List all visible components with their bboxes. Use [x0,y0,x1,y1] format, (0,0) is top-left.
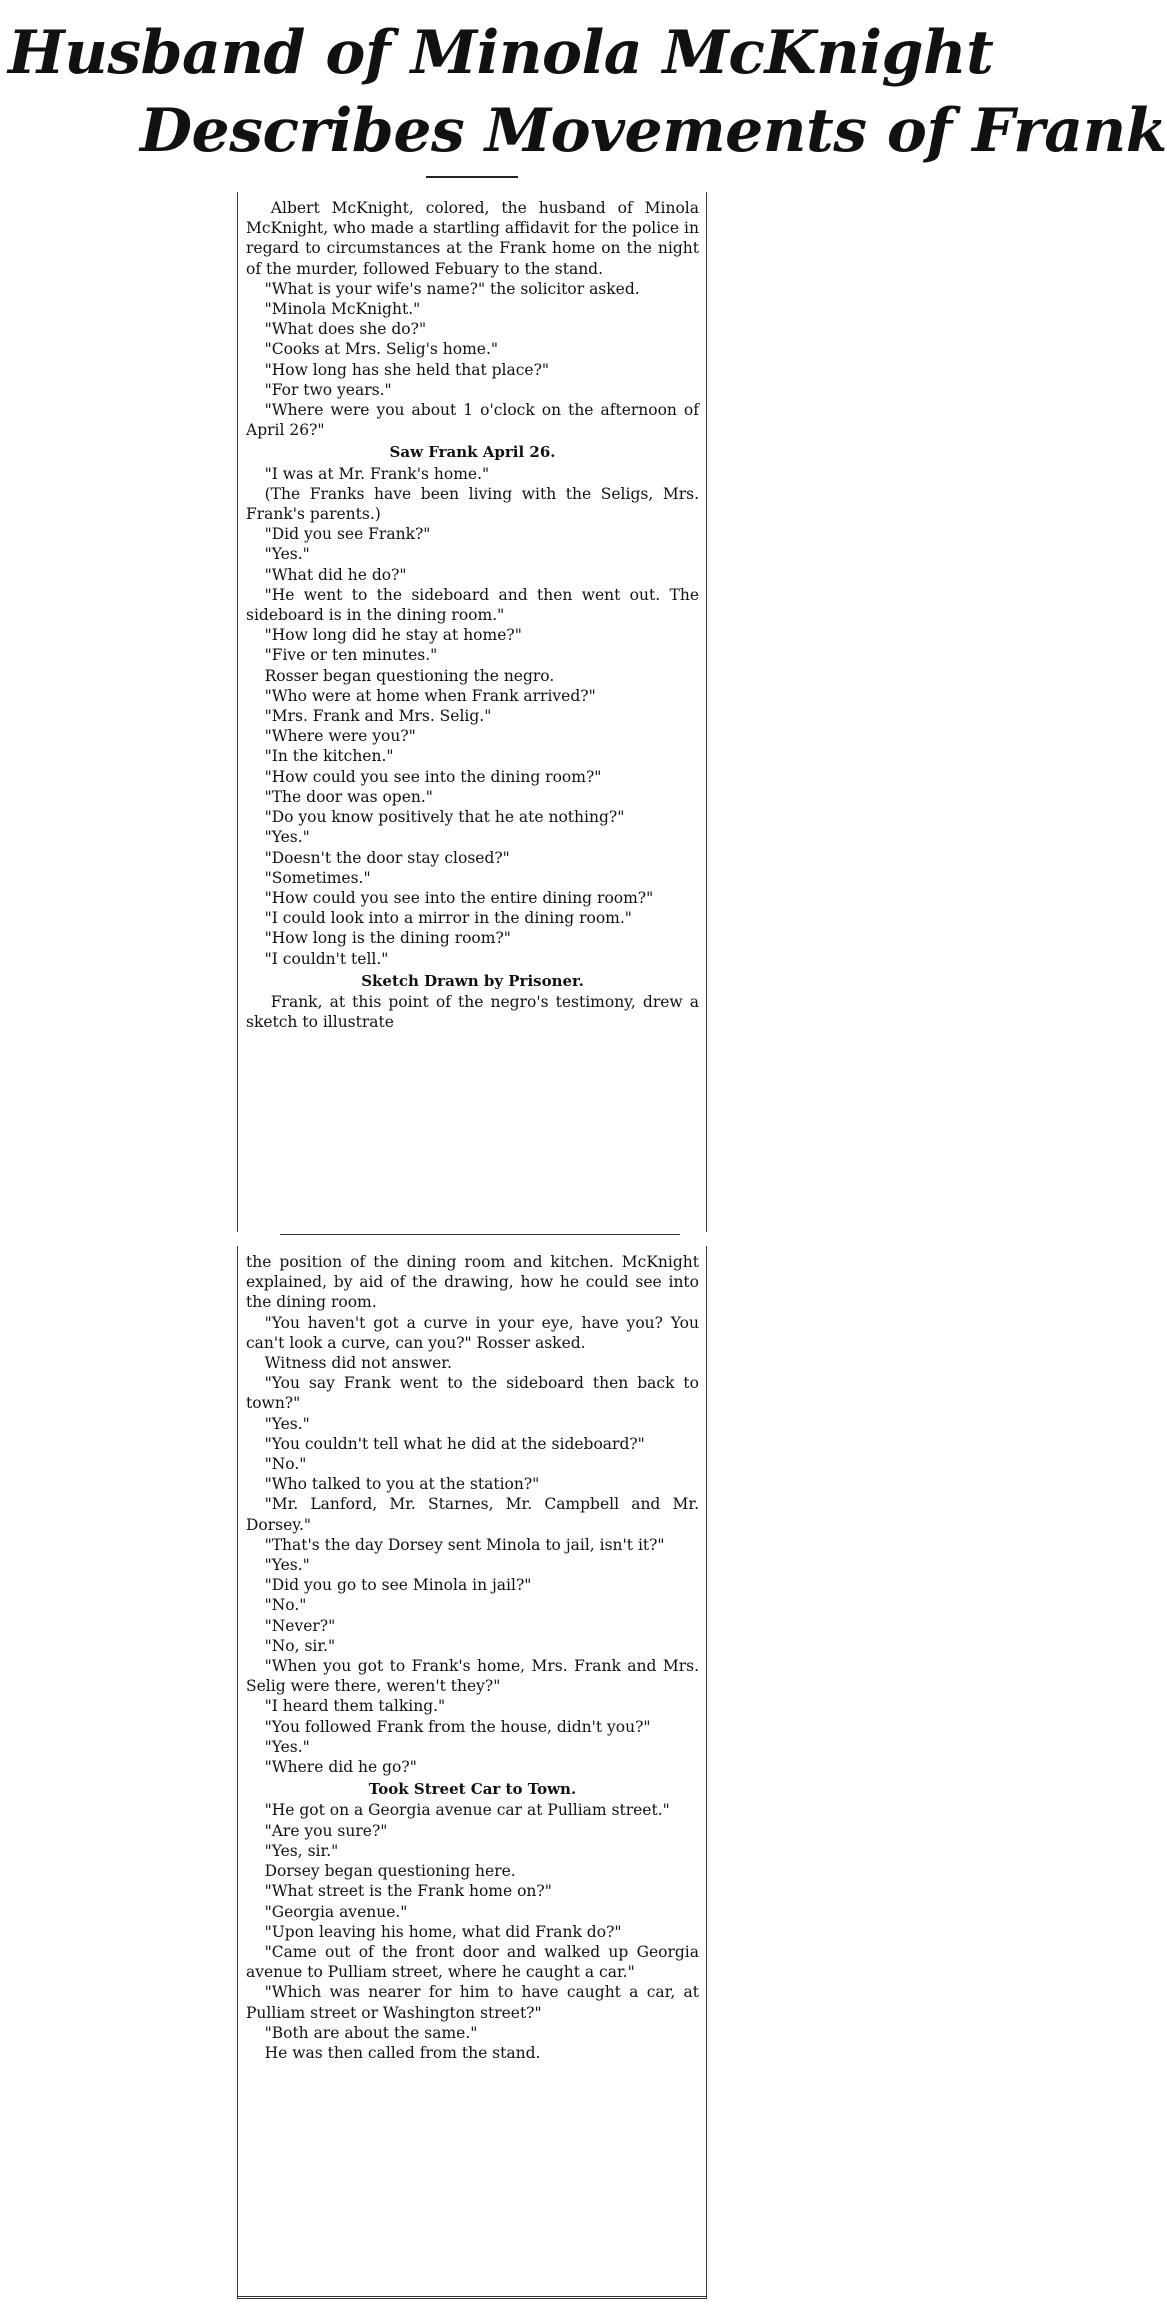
paragraph: the position of the dining room and kitchen. McKnight explained, by aid of the drawing, how he could see into the dining room. [246,1253,699,1312]
paragraph: "Are you sure?" [264,1821,388,1840]
paragraph: "Yes, sir." [264,1841,339,1860]
paragraph: "Where were you about 1 o'clock on the afternoon of April 26?" [246,401,699,440]
paragraph: "That's the day Dorsey sent Minola to jail, isn't it?" [264,1535,665,1554]
paragraph: "You couldn't tell what he did at the sideboard?" [264,1434,645,1453]
paragraph: "Cooks at Mrs. Selig's home." [264,340,499,359]
paragraph: "Came out of the front door and walked up Georgia avenue to Pulliam street, where he caught a car." [246,1942,699,1982]
paragraph: "Yes." [264,828,310,847]
paragraph: "Who were at home when Frank arrived?" [264,686,596,705]
paragraph: "In the kitchen." [264,747,394,766]
paragraph: "Doesn't the door stay closed?" [264,848,510,867]
paragraph: "What does she do?" [264,320,427,339]
paragraph: "Do you know positively that he ate nothing?" [264,808,625,827]
paragraph: "How could you see into the entire dining room?" [264,888,654,907]
paragraph: "No." [264,1455,307,1474]
paragraph: Dorsey began questioning here. [264,1862,516,1881]
paragraph: (The Franks have been living with the Seligs, Mrs. Frank's parents.) [246,484,699,524]
paragraph: "He got on a Georgia avenue car at Pulliam street." [264,1801,670,1820]
paragraph: "Yes." [264,1556,310,1575]
paragraph: "Mr. Lanford, Mr. Starnes, Mr. Campbell and Mr. Dorsey." [246,1495,699,1534]
paragraph: "What is your wife's name?" the solicitor asked. [264,279,640,298]
paragraph: "Yes." [264,1414,310,1433]
paragraph: "Where did he go?" [264,1758,417,1777]
paragraph: "Five or ten minutes." [264,646,438,665]
paragraph: Frank, at this point of the negro's testimony, drew a sketch to illustrate [246,992,699,1032]
subhead: Took Street Car to Town. [368,1780,577,1799]
paragraph: "For two years." [264,380,392,399]
column-divider [280,1234,680,1235]
paragraph: "The door was open." [264,787,433,806]
paragraph: "What did he do?" [264,565,407,584]
paragraph: "No, sir." [264,1636,336,1655]
paragraph: "Yes." [264,545,310,564]
paragraph: "How could you see into the dining room?" [264,767,602,786]
paragraph: "You haven't got a curve in your eye, have you? You can't look a curve, can you?" Rosser asked. [246,1313,699,1352]
headline [0,0,1167,190]
paragraph: "Did you see Frank?" [264,525,431,544]
paragraph: "I heard them talking." [264,1697,446,1716]
paragraph: "Yes." [264,1737,310,1756]
paragraph: "Georgia avenue." [264,1902,408,1921]
subhead: Sketch Drawn by Prisoner. [361,971,584,990]
paragraph: "Which was nearer for him to have caught a car, at Pulliam street or Washington street?" [246,1983,699,2022]
paragraph: "How long did he stay at home?" [264,626,522,645]
headline-line-2: Describes Movements of Frank [140,96,1167,166]
paragraph: "Upon leaving his home, what did Frank do?" [264,1922,622,1941]
paragraph: "What street is the Frank home on?" [264,1882,552,1901]
paragraph: "When you got to Frank's home, Mrs. Frank and Mrs. Selig were there, weren't they?" [246,1657,699,1696]
paragraph: "Did you go to see Minola in jail?" [264,1576,532,1595]
paragraph: Rosser began questioning the negro. [264,666,555,685]
column-end-rule [237,2296,707,2299]
subhead: Saw Frank April 26. [389,443,556,462]
paragraph: "Both are about the same." [264,2023,478,2042]
paragraph: "How long is the dining room?" [264,929,511,948]
headline-divider [426,176,518,178]
paragraph: "No." [264,1596,307,1615]
paragraph: "Who talked to you at the station?" [264,1475,540,1494]
headline-line-1: Husband of Minola McKnight [8,18,994,88]
paragraph: "He went to the sideboard and then went out. The sideboard is in the dining room." [246,585,699,625]
paragraph: "Where were you?" [264,727,416,746]
paragraph: "You followed Frank from the house, didn't you?" [264,1717,651,1736]
paragraph: "Mrs. Frank and Mrs. Selig." [264,707,492,726]
paragraph: He was then called from the stand. [264,2043,541,2062]
paragraph: "I could look into a mirror in the dining room." [264,909,632,928]
paragraph: "I couldn't tell." [264,949,389,968]
paragraph: Albert McKnight, colored, the husband of Minola McKnight, who made a startling affidavit for the police in regard to circumstances at the Frank home on the night of the murder, followed Febuary to the stand. [246,199,699,278]
paragraph: Witness did not answer. [264,1354,452,1373]
paragraph: "I was at Mr. Frank's home." [264,464,490,483]
paragraph: "Minola McKnight." [264,300,421,319]
article-column-2 [237,1246,707,2299]
article-column-1 [237,192,707,1232]
paragraph: "How long has she held that place?" [264,360,550,379]
paragraph: "Sometimes." [264,868,371,887]
paragraph: "Never?" [264,1616,336,1635]
paragraph: "You say Frank went to the sideboard then back to town?" [246,1374,699,1413]
